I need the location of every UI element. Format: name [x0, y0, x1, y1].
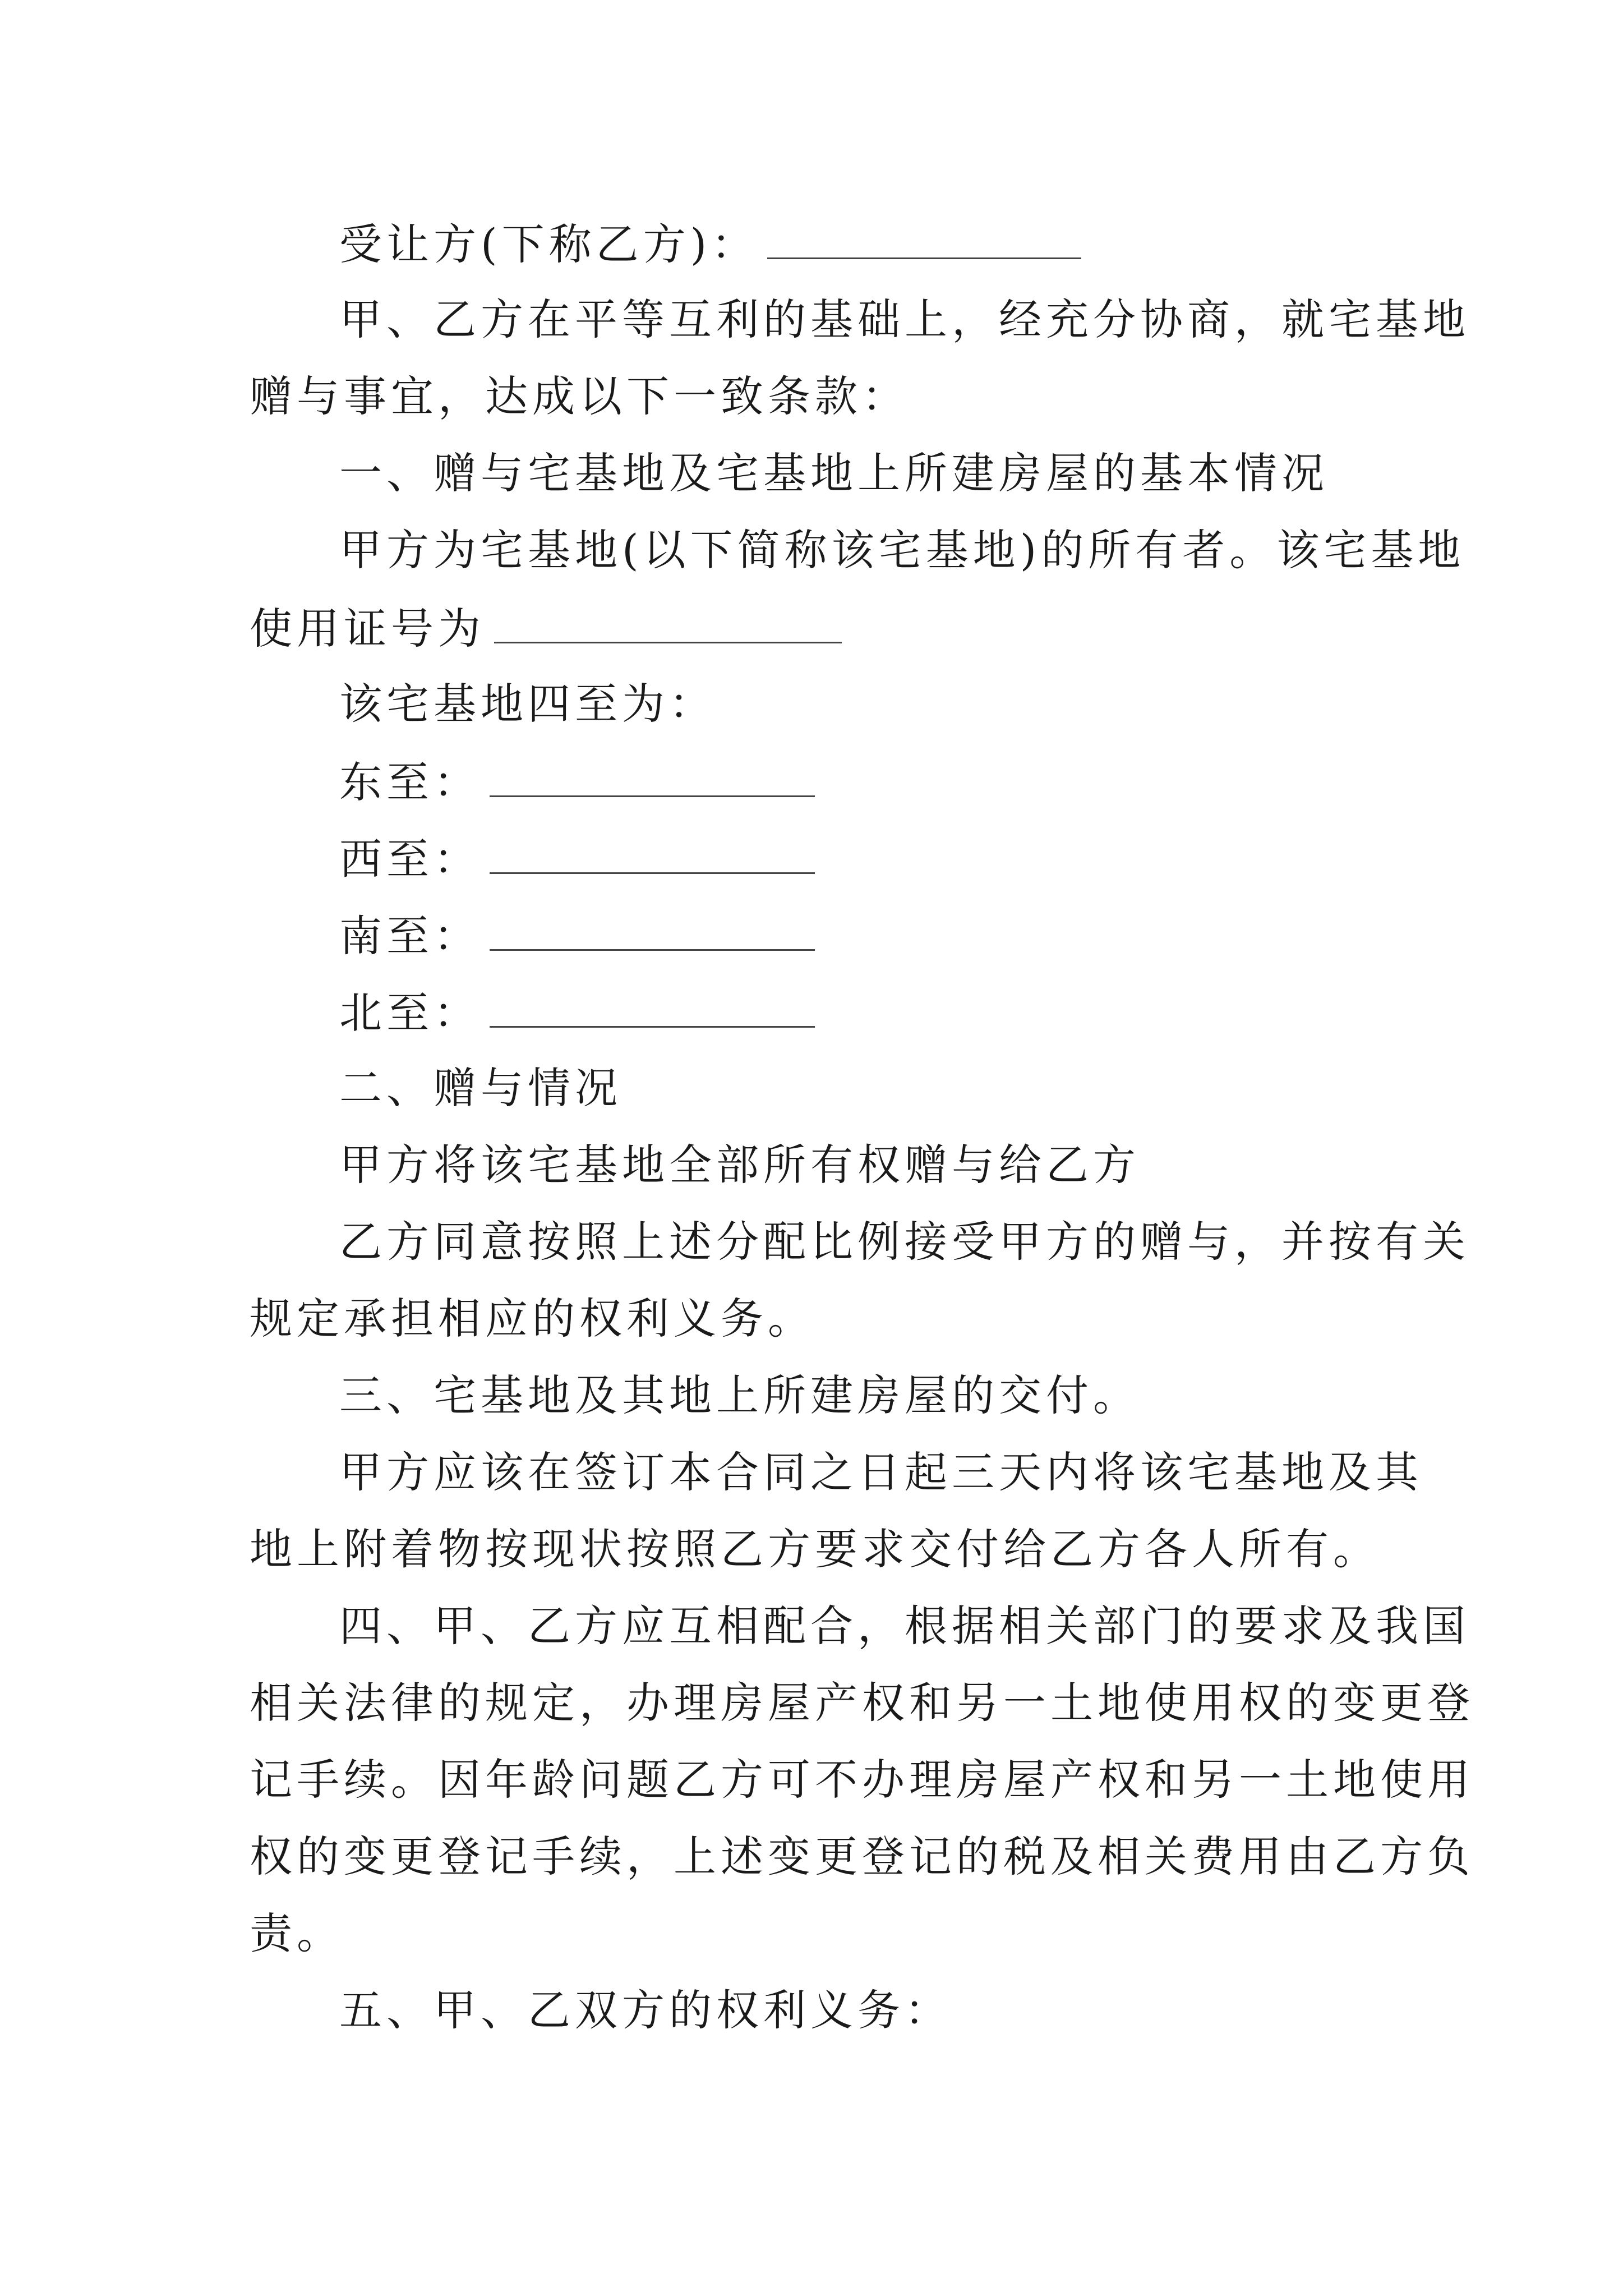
- transferee-blank: [767, 215, 1081, 259]
- section-2-paragraph-1: 甲方将该宅基地全部所有权赠与给乙方: [339, 1140, 1140, 1190]
- section-4-line-2: 相关法律的规定，办理房屋产权和另一土地使用权的变更登: [250, 1678, 1474, 1728]
- boundary-north-blank: [490, 983, 815, 1028]
- boundary-west-line: [339, 830, 815, 887]
- certificate-number-blank: [494, 599, 842, 643]
- section-2-paragraph-2-line-2: 规定承担相应的权利义务。: [250, 1294, 815, 1343]
- boundary-east-line: [339, 753, 815, 811]
- boundary-south-label: 南至：: [339, 911, 481, 961]
- boundary-west-blank: [490, 830, 815, 874]
- section-4-line-5: 责。: [250, 1908, 344, 1958]
- section-1-heading: 一、赠与宅基地及宅基地上所建房屋的基本情况: [339, 448, 1329, 498]
- section-4-line-1: 四、甲、乙方应互相配合，根据相关部门的要求及我国: [339, 1601, 1470, 1651]
- section-4-line-3: 记手续。因年龄问题乙方可不办理房屋产权和另一土地使用: [250, 1755, 1474, 1805]
- certificate-number-line: [250, 599, 842, 657]
- boundary-south-line: [339, 907, 815, 964]
- section-3-paragraph-line-2: 地上附着物按现状按照乙方要求交付给乙方各人所有。: [250, 1524, 1380, 1574]
- section-5-heading: 五、甲、乙双方的权利义务：: [339, 1985, 952, 2035]
- section-2-heading: 二、赠与情况: [339, 1063, 622, 1113]
- boundary-east-blank: [490, 753, 815, 797]
- transferee-line: [339, 215, 1081, 273]
- section-3-paragraph-line-1: 甲方应该在签订本合同之日起三天内将该宅基地及其: [339, 1447, 1423, 1497]
- transferee-label: 受让方(下称乙方)：: [339, 219, 759, 269]
- preamble-line-1: 甲、乙方在平等互利的基础上，经充分协商，就宅基地: [339, 295, 1470, 344]
- boundary-north-line: [339, 983, 815, 1041]
- boundary-south-blank: [490, 907, 815, 951]
- boundary-north-label: 北至：: [339, 988, 481, 1038]
- preamble-line-2: 赠与事宜，达成以下一致条款：: [250, 371, 909, 421]
- section-3-heading: 三、宅基地及其地上所建房屋的交付。: [339, 1370, 1140, 1420]
- section-4-line-4: 权的变更登记手续，上述变更登记的税及相关费用由乙方负: [250, 1832, 1474, 1881]
- boundaries-heading: 该宅基地四至为：: [339, 679, 716, 729]
- section-2-paragraph-2-line-1: 乙方同意按照上述分配比例接受甲方的赠与，并按有关: [339, 1217, 1470, 1267]
- section-1-paragraph-line-1: 甲方为宅基地(以下简称该宅基地)的所有者。该宅基地: [339, 525, 1465, 575]
- boundary-east-label: 东至：: [339, 757, 481, 807]
- certificate-number-label: 使用证号为: [250, 604, 485, 654]
- boundary-west-label: 西至：: [339, 834, 481, 884]
